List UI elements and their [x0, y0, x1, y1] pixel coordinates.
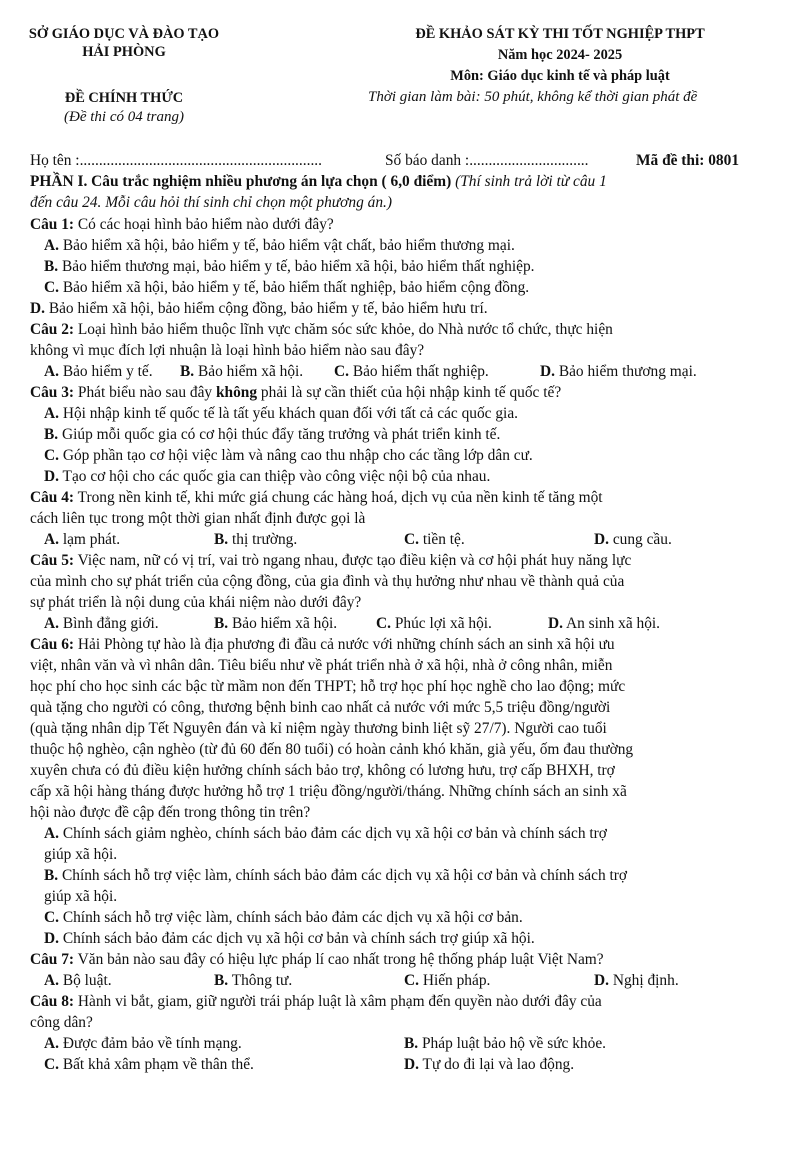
- q7-option-d: [594, 970, 679, 991]
- option-letter: D.: [548, 615, 563, 632]
- question-text: phải là sự cần thiết của hội nhập kinh tế quốc tế?: [260, 384, 562, 401]
- question-label: Câu 8:: [30, 993, 75, 1010]
- question-4: [30, 487, 603, 508]
- candidate-name-field: Họ tên :...............................................................: [30, 152, 322, 169]
- option-text: Bảo hiểm xã hội, bảo hiểm y tế, bảo hiểm vật chất, bảo hiểm thương mại.: [62, 237, 515, 254]
- q6-option-c: [44, 907, 523, 928]
- q4-option-c: [404, 529, 465, 550]
- question-1: [30, 214, 334, 235]
- q3-option-c: [44, 445, 533, 466]
- part1-note-continued: đến câu 24. Mỗi câu hỏi thí sinh chỉ chọn một phương án.): [30, 194, 392, 211]
- q6-option-d: [44, 928, 535, 949]
- option-letter: C.: [44, 279, 59, 296]
- q6-option-a: [44, 823, 607, 844]
- q5-option-c: [376, 613, 492, 634]
- option-text: Bất khả xâm phạm về thân thể.: [62, 1056, 254, 1073]
- question-label: Câu 3:: [30, 384, 75, 401]
- option-text: lạm phát.: [62, 531, 121, 548]
- q8-option-d: [404, 1054, 574, 1075]
- option-text: tiền tệ.: [422, 531, 465, 548]
- option-text: Hiến pháp.: [422, 972, 491, 989]
- question-7: [30, 949, 604, 970]
- option-letter: C.: [44, 1056, 59, 1073]
- option-letter: B.: [214, 972, 229, 989]
- question-label: Câu 4:: [30, 489, 75, 506]
- option-text: Bảo hiểm xã hội.: [231, 615, 338, 632]
- option-text: Chính sách hỗ trợ việc làm, chính sách bảo đảm các dịch vụ xã hội cơ bản và chính sách trợ: [61, 867, 628, 884]
- part1-title: PHẦN I. Câu trắc nghiệm nhiều phương án lựa chọn ( 6,0 điểm): [30, 173, 452, 190]
- option-letter: B.: [44, 258, 59, 275]
- q1-option-a: [44, 235, 515, 256]
- option-letter: D.: [594, 531, 609, 548]
- q1-option-c: [44, 277, 529, 298]
- question-text: Hành vi bắt, giam, giữ người trái pháp luật là xâm phạm đến quyền nào dưới đây của: [77, 993, 602, 1010]
- option-text: Bảo hiểm xã hội, bảo hiểm y tế, bảo hiểm thất nghiệp, bảo hiểm cộng đồng.: [62, 279, 530, 296]
- option-letter: C.: [376, 615, 391, 632]
- question-label: Câu 1:: [30, 216, 75, 233]
- option-letter: C.: [44, 447, 59, 464]
- option-text: thị trường.: [231, 531, 298, 548]
- option-letter: C.: [44, 909, 59, 926]
- option-letter: D.: [594, 972, 609, 989]
- q6-option-b: [44, 865, 627, 886]
- option-text: Tự do đi lại và lao động.: [422, 1056, 575, 1073]
- question-text: Phát biểu nào sau đây: [77, 384, 213, 401]
- question-3: [30, 382, 561, 403]
- option-letter: A.: [44, 825, 59, 842]
- q4-option-b: [214, 529, 297, 550]
- option-letter: B.: [214, 615, 229, 632]
- question-6-continued: hội nào được đề cập đến trong thông tin trên?: [30, 804, 311, 821]
- question-8: [30, 991, 602, 1012]
- question-5: [30, 550, 631, 571]
- option-letter: B.: [214, 531, 229, 548]
- option-text: An sinh xã hội.: [565, 615, 661, 632]
- pages-note: (Đề thi có 04 trang): [64, 109, 184, 125]
- option-letter: D.: [30, 300, 45, 317]
- option-text: cung cầu.: [612, 531, 672, 548]
- q6-option-a-continued: giúp xã hội.: [44, 846, 118, 863]
- option-text: Chính sách bảo đảm các dịch vụ xã hội cơ bản và chính sách trợ giúp xã hội.: [62, 930, 535, 947]
- question-6-continued: cấp xã hội hàng tháng được hưởng hỗ trợ 1 triệu đồng/người/tháng. Những chính sách an sinh xã: [30, 783, 627, 800]
- option-letter: A.: [44, 972, 59, 989]
- option-letter: B.: [44, 426, 59, 443]
- option-letter: B.: [180, 363, 195, 380]
- question-6-continued: quà tặng cho người có công, thương bệnh binh cao nhất cả nước với mức 5,5 triệu đồng/người: [30, 699, 611, 716]
- option-text: Bình đẳng giới.: [62, 615, 159, 632]
- option-letter: C.: [404, 531, 419, 548]
- q3-option-d: [44, 466, 490, 487]
- question-label: Câu 2:: [30, 321, 75, 338]
- q3-option-a: [44, 403, 518, 424]
- q7-option-a: [44, 970, 112, 991]
- subject: Môn: Giáo dục kinh tế và pháp luật: [450, 68, 670, 84]
- official-label: ĐỀ CHÍNH THỨC: [64, 90, 184, 106]
- option-letter: D.: [44, 930, 59, 947]
- option-letter: A.: [44, 405, 59, 422]
- question-text: Việc nam, nữ có vị trí, vai trò ngang nhau, được tạo điều kiện và cơ hội phát huy năng lực: [77, 552, 632, 569]
- exam-title: ĐỀ KHẢO SÁT KỲ THI TỐT NGHIỆP THPT: [415, 26, 705, 42]
- q2-option-d: [540, 361, 697, 382]
- department-city: HẢI PHÒNG: [82, 44, 166, 60]
- option-letter: B.: [404, 1035, 419, 1052]
- q5-option-a: [44, 613, 159, 634]
- option-letter: D.: [404, 1056, 419, 1073]
- question-6-continued: xuyên chưa có đủ điều kiện hưởng chính sách bảo trợ, không có lương hưu, trợ cấp BHXH, trợ: [30, 762, 615, 779]
- candidate-number-field: Số báo danh :...............................: [385, 152, 589, 169]
- q5-option-d: [548, 613, 660, 634]
- question-text: Loại hình bảo hiểm thuộc lĩnh vực chăm sóc sức khỏe, do Nhà nước tổ chức, thực hiện: [77, 321, 613, 338]
- question-6-continued: thuộc hộ nghèo, cận nghèo (từ đủ 60 đến 80 tuổi) có hoàn cảnh khó khăn, già yếu, ốm đau thường: [30, 741, 634, 758]
- option-letter: A.: [44, 363, 59, 380]
- q3-option-b: [44, 424, 500, 445]
- question-text: Có các hoại hình bảo hiểm nào dưới đây?: [77, 216, 334, 233]
- department-name: SỞ GIÁO DỤC VÀ ĐÀO TẠO: [28, 26, 220, 42]
- option-letter: A.: [44, 1035, 59, 1052]
- option-text: Tạo cơ hội cho các quốc gia can thiệp vào công việc nội bộ của nhau.: [62, 468, 491, 485]
- question-6-continued: học phí cho học sinh các bậc từ mầm non đến THPT; hỗ trợ học phí học nghề cho lao động; mức: [30, 678, 626, 695]
- q2-option-c: [334, 361, 489, 382]
- option-text: Chính sách hỗ trợ việc làm, chính sách bảo đảm các dịch vụ xã hội cơ bản.: [62, 909, 523, 926]
- option-text: Bảo hiểm thương mại, bảo hiểm y tế, bảo hiểm xã hội, bảo hiểm thất nghiệp.: [61, 258, 535, 275]
- option-letter: A.: [44, 615, 59, 632]
- option-text: Bảo hiểm y tế.: [62, 363, 153, 380]
- question-emphasis: không: [215, 384, 258, 401]
- option-letter: C.: [404, 972, 419, 989]
- part1-title-line: [30, 171, 607, 192]
- part1-note: (Thí sinh trả lời từ câu 1: [455, 173, 607, 190]
- option-text: Nghị định.: [612, 972, 679, 989]
- option-letter: C.: [334, 363, 349, 380]
- option-text: Pháp luật bảo hộ về sức khỏe.: [421, 1035, 606, 1052]
- q8-option-b: [404, 1033, 606, 1054]
- q4-option-a: [44, 529, 120, 550]
- question-4-continued: cách liên tục trong một thời gian nhất định được gọi là: [30, 510, 366, 527]
- option-text: Thông tư.: [231, 972, 293, 989]
- q1-option-d: [30, 298, 488, 319]
- option-text: Phúc lợi xã hội.: [394, 615, 492, 632]
- option-text: Bảo hiểm xã hội, bảo hiểm cộng đồng, bảo hiểm y tế, bảo hiểm hưu trí.: [48, 300, 488, 317]
- question-2: [30, 319, 613, 340]
- question-label: Câu 7:: [30, 951, 75, 968]
- q4-option-d: [594, 529, 672, 550]
- question-6-continued: (quà tặng nhân dịp Tết Nguyên đán và kỉ niệm ngày thương binh liệt sỹ 27/7). Người cao tuổi: [30, 720, 607, 737]
- question-text: Trong nền kinh tế, khi mức giá chung các hàng hoá, dịch vụ của nền kinh tế tăng một: [77, 489, 603, 506]
- exam-code: Mã đề thi: 0801: [636, 152, 740, 169]
- option-text: Góp phần tạo cơ hội việc làm và nâng cao thu nhập cho các tầng lớp dân cư.: [62, 447, 533, 464]
- question-text: Hải Phòng tự hào là địa phương đi đầu cả nước với những chính sách an sinh xã hội ưu: [77, 636, 615, 653]
- option-letter: A.: [44, 531, 59, 548]
- q2-option-a: [44, 361, 153, 382]
- question-6-continued: việt, nhân văn và vì nhân dân. Tiêu biểu như về phát triển nhà ở xã hội, nhà ở công nhân, miễn: [30, 657, 613, 674]
- q2-option-b: [180, 361, 303, 382]
- q7-option-b: [214, 970, 292, 991]
- q1-option-b: [44, 256, 535, 277]
- option-text: Bộ luật.: [62, 972, 112, 989]
- option-text: Bảo hiểm thương mại.: [558, 363, 697, 380]
- question-5-continued: sự phát triển là nội dung của khái niệm nào dưới đây?: [30, 594, 362, 611]
- option-text: Giúp mỗi quốc gia có cơ hội thúc đẩy tăng trưởng và phát triển kinh tế.: [61, 426, 501, 443]
- option-letter: A.: [44, 237, 59, 254]
- question-label: Câu 5:: [30, 552, 75, 569]
- question-text: Văn bản nào sau đây có hiệu lực pháp lí cao nhất trong hệ thống pháp luật Việt Nam?: [77, 951, 604, 968]
- q6-option-b-continued: giúp xã hội.: [44, 888, 118, 905]
- option-letter: B.: [44, 867, 59, 884]
- question-6: [30, 634, 615, 655]
- option-text: Được đảm bảo về tính mạng.: [62, 1035, 242, 1052]
- school-year: Năm học 2024- 2025: [497, 47, 623, 63]
- q8-option-c: [44, 1054, 254, 1075]
- q5-option-b: [214, 613, 337, 634]
- option-text: Hội nhập kinh tế quốc tế là tất yếu khách quan đối với tất cả các quốc gia.: [62, 405, 518, 422]
- option-text: Chính sách giảm nghèo, chính sách bảo đảm các dịch vụ xã hội cơ bản và chính sách trợ: [62, 825, 607, 842]
- question-5-continued: của mình cho sự phát triển của cộng đồng, của gia đình và thụ hưởng như nhau về thành quả của: [30, 573, 625, 590]
- option-text: Bảo hiểm xã hội.: [197, 363, 304, 380]
- option-text: Bảo hiểm thất nghiệp.: [352, 363, 489, 380]
- option-letter: D.: [44, 468, 59, 485]
- q7-option-c: [404, 970, 490, 991]
- question-8-continued: công dân?: [30, 1014, 93, 1031]
- q8-option-a: [44, 1033, 242, 1054]
- question-2-continued: không vì mục đích lợi nhuận là loại hình bảo hiểm nào sau đây?: [30, 342, 425, 359]
- option-letter: D.: [540, 363, 555, 380]
- question-label: Câu 6:: [30, 636, 75, 653]
- time-note: Thời gian làm bài: 50 phút, không kể thời gian phát đề: [368, 89, 698, 105]
